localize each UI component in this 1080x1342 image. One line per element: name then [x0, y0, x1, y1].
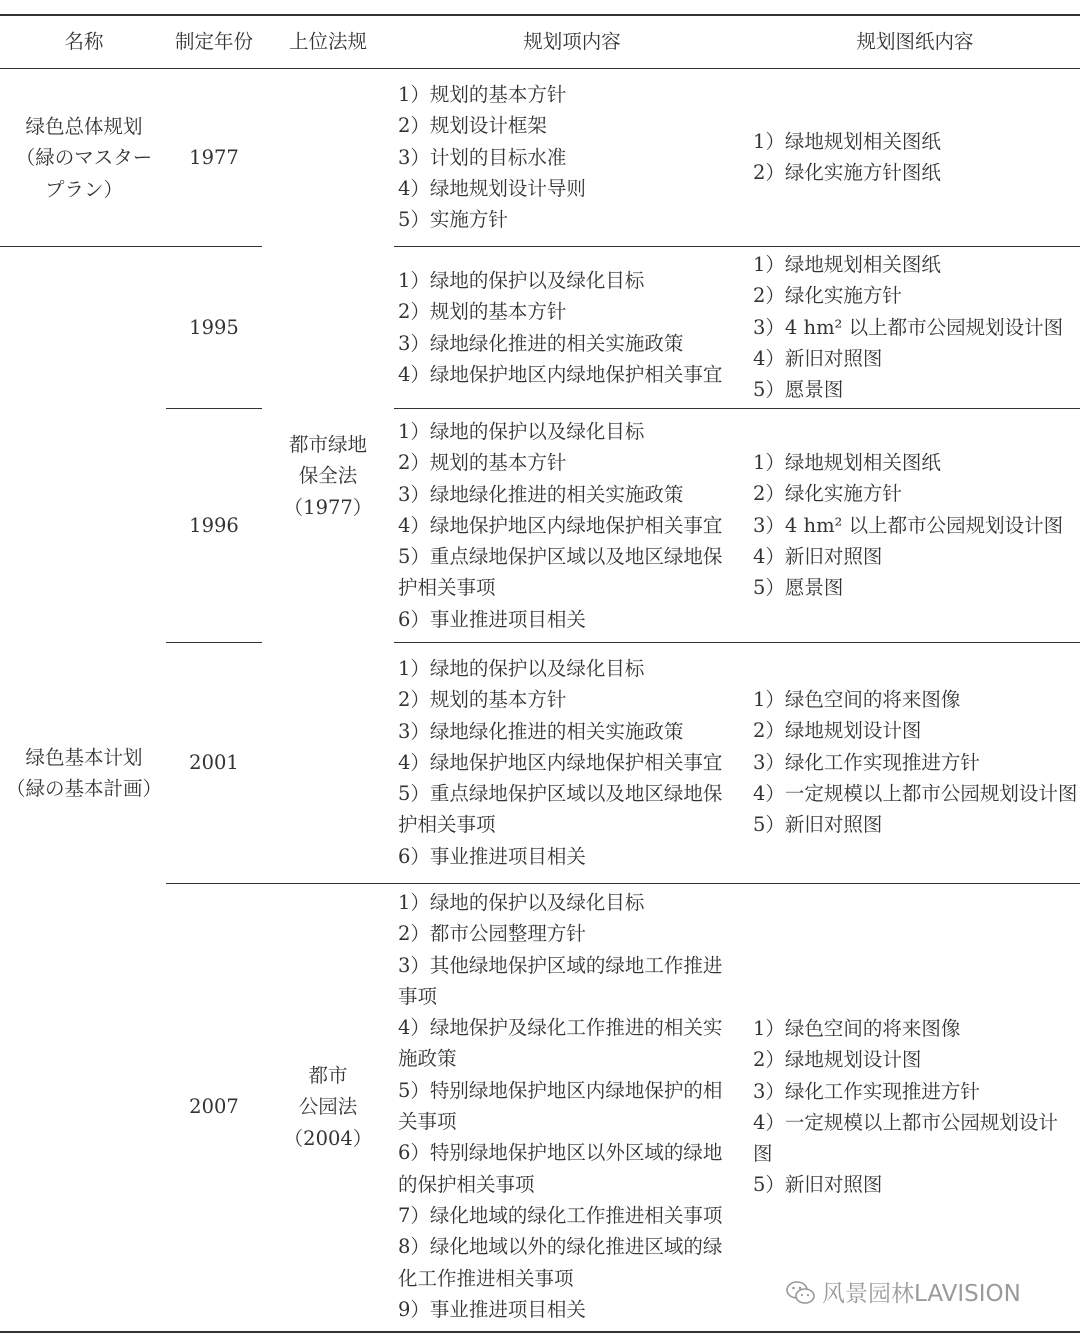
plan-item: 2）规划的基本方针 [398, 451, 567, 475]
drawings-list [753, 1013, 1058, 1201]
row-divider [394, 642, 1080, 643]
drawings-list [753, 684, 1077, 840]
plan-item: 2）规划的基本方针 [398, 688, 567, 712]
plan-item: 8）绿化地域以外的绿化推进区域的绿 [398, 1235, 723, 1259]
drawing-item: 2）绿化实施方针图纸 [753, 161, 941, 185]
drawing-item: 1）绿色空间的将来图像 [753, 688, 961, 711]
plan-item: 4）绿地规划设计导则 [398, 176, 586, 200]
plan-item: 护相关事项 [398, 576, 496, 600]
year-cell: 1996 [189, 514, 239, 537]
law-line: 都市绿地 [288, 433, 367, 456]
law-line: （1977） [283, 495, 373, 519]
drawing-item: 图 [753, 1142, 773, 1166]
items-list [398, 79, 586, 235]
drawing-item: 2）绿化实施方针 [753, 284, 902, 308]
drawings-list [753, 249, 1063, 405]
law-cell [262, 1060, 394, 1154]
items-list [398, 265, 722, 390]
drawing-item: 5）愿景图 [753, 378, 844, 402]
plan-item: 化工作推进相关事项 [398, 1266, 574, 1290]
plan-item: 3）绿地绿化推进的相关实施政策 [398, 331, 684, 355]
law-cell [262, 429, 394, 523]
drawing-item: 3）绿化工作实现推进方针 [753, 1079, 980, 1103]
header-name: 名称 [64, 30, 104, 53]
plan-item: 2）都市公园整理方针 [398, 922, 586, 946]
plan-item: 5）特别绿地保护地区内绿地保护的相 [398, 1078, 723, 1102]
plan-item: 4）绿地保护地区内绿地保护相关事宜 [398, 362, 723, 386]
drawing-item: 5）新旧对照图 [753, 813, 883, 837]
name-line: 绿色基本计划 [25, 746, 143, 769]
plan-item: 4）绿地保护及绿化工作推进的相关实 [398, 1016, 723, 1040]
drawing-item: 3）4 hm² 以上都市公园规划设计图 [753, 315, 1064, 339]
top-rule [0, 14, 1080, 16]
plan-item: 关事项 [398, 1110, 457, 1134]
drawings-list [753, 126, 941, 189]
drawings-list [753, 447, 1063, 603]
plan-item: 6）事业推进项目相关 [398, 607, 586, 631]
year-cell: 2001 [189, 751, 239, 774]
items-list [398, 416, 722, 635]
plan-item: 事项 [398, 984, 438, 1008]
plan-item: 9）事业推进项目相关 [398, 1297, 586, 1321]
plan-item: 1）绿地的保护以及绿化目标 [398, 269, 645, 292]
law-line: 都市 [308, 1064, 348, 1087]
plan-item: 1）绿地的保护以及绿化目标 [398, 657, 645, 680]
drawing-item: 2）绿地规划设计图 [753, 1048, 922, 1072]
plan-item: 5）重点绿地保护区域以及地区绿地保 [398, 545, 723, 569]
plan-item: 7）绿化地域的绿化工作推进相关事项 [398, 1203, 723, 1227]
plan-item: 5）重点绿地保护区域以及地区绿地保 [398, 782, 723, 806]
drawing-item: 2）绿地规划设计图 [753, 719, 922, 743]
row-divider [166, 883, 1080, 884]
drawing-item: 1）绿色空间的将来图像 [753, 1017, 961, 1040]
drawing-item: 4）新旧对照图 [753, 346, 883, 370]
header-year: 制定年份 [174, 30, 253, 53]
plan-item: 护相关事项 [398, 813, 496, 837]
row-divider [166, 408, 262, 409]
bottom-rule [0, 1331, 1080, 1333]
drawing-item: 1）绿地规划相关图纸 [753, 253, 941, 276]
plan-item: 6）特别绿地保护地区以外区域的绿地 [398, 1141, 723, 1165]
plan-item: 施政策 [398, 1047, 457, 1071]
name-line: （緑のマスター [15, 146, 153, 170]
row-divider [166, 642, 262, 643]
law-line: （2004） [283, 1126, 373, 1150]
watermark [786, 1279, 1021, 1309]
header-rule [0, 68, 1080, 69]
drawing-item: 1）绿地规划相关图纸 [753, 130, 941, 153]
items-list [398, 887, 722, 1325]
plan-item: 3）计划的目标水准 [398, 145, 567, 169]
drawing-item: 4）一定规模以上都市公园规划设计图 [753, 781, 1078, 805]
items-list [398, 653, 722, 872]
watermark-text: 风景园林LAVISION [822, 1281, 1021, 1307]
wechat-icon [786, 1280, 816, 1306]
drawing-item: 3）4 hm² 以上都市公园规划设计图 [753, 513, 1064, 537]
year-cell: 1977 [189, 146, 239, 169]
row-divider [394, 408, 1080, 409]
drawing-item: 5）愿景图 [753, 576, 844, 600]
drawing-item: 2）绿化实施方针 [753, 482, 902, 506]
plan-item: 1）绿地的保护以及绿化目标 [398, 891, 645, 914]
plan-item: 1）规划的基本方针 [398, 83, 567, 106]
law-line: 公园法 [298, 1095, 358, 1119]
header-items: 规划项内容 [523, 30, 621, 53]
name-line: プラン） [44, 177, 123, 201]
drawing-item: 3）绿化工作实现推进方针 [753, 750, 980, 774]
name-cell [0, 742, 168, 805]
drawing-item: 4）一定规模以上都市公园规划设计 [753, 1110, 1058, 1134]
law-line: 保全法 [298, 464, 358, 488]
plan-item: 1）绿地的保护以及绿化目标 [398, 420, 645, 443]
drawing-item: 5）新旧对照图 [753, 1173, 883, 1197]
year-cell: 1995 [189, 316, 239, 339]
drawing-item: 1）绿地规划相关图纸 [753, 451, 941, 474]
row-divider [0, 246, 262, 247]
plan-item: 3）绿地绿化推进的相关实施政策 [398, 482, 684, 506]
plan-item: 4）绿地保护地区内绿地保护相关事宜 [398, 513, 723, 537]
plan-item: 6）事业推进项目相关 [398, 844, 586, 868]
header-drawings: 规划图纸内容 [856, 30, 974, 53]
plan-item: 2）规划设计框架 [398, 114, 547, 138]
drawing-item: 4）新旧对照图 [753, 544, 883, 568]
plan-item: 3）绿地绿化推进的相关实施政策 [398, 719, 684, 743]
plan-item: 4）绿地保护地区内绿地保护相关事宜 [398, 750, 723, 774]
plan-item: 2）规划的基本方针 [398, 300, 567, 324]
row-divider [394, 246, 1080, 247]
name-line: 绿色总体规划 [25, 115, 143, 138]
name-line: （緑の基本計画） [5, 777, 162, 801]
plan-item: 的保护相关事项 [398, 1172, 535, 1196]
year-cell: 2007 [189, 1095, 239, 1118]
name-cell [0, 111, 168, 205]
header-law: 上位法规 [288, 30, 367, 53]
plan-item: 5）实施方针 [398, 208, 508, 232]
plan-item: 3）其他绿地保护区域的绿地工作推进 [398, 953, 723, 977]
